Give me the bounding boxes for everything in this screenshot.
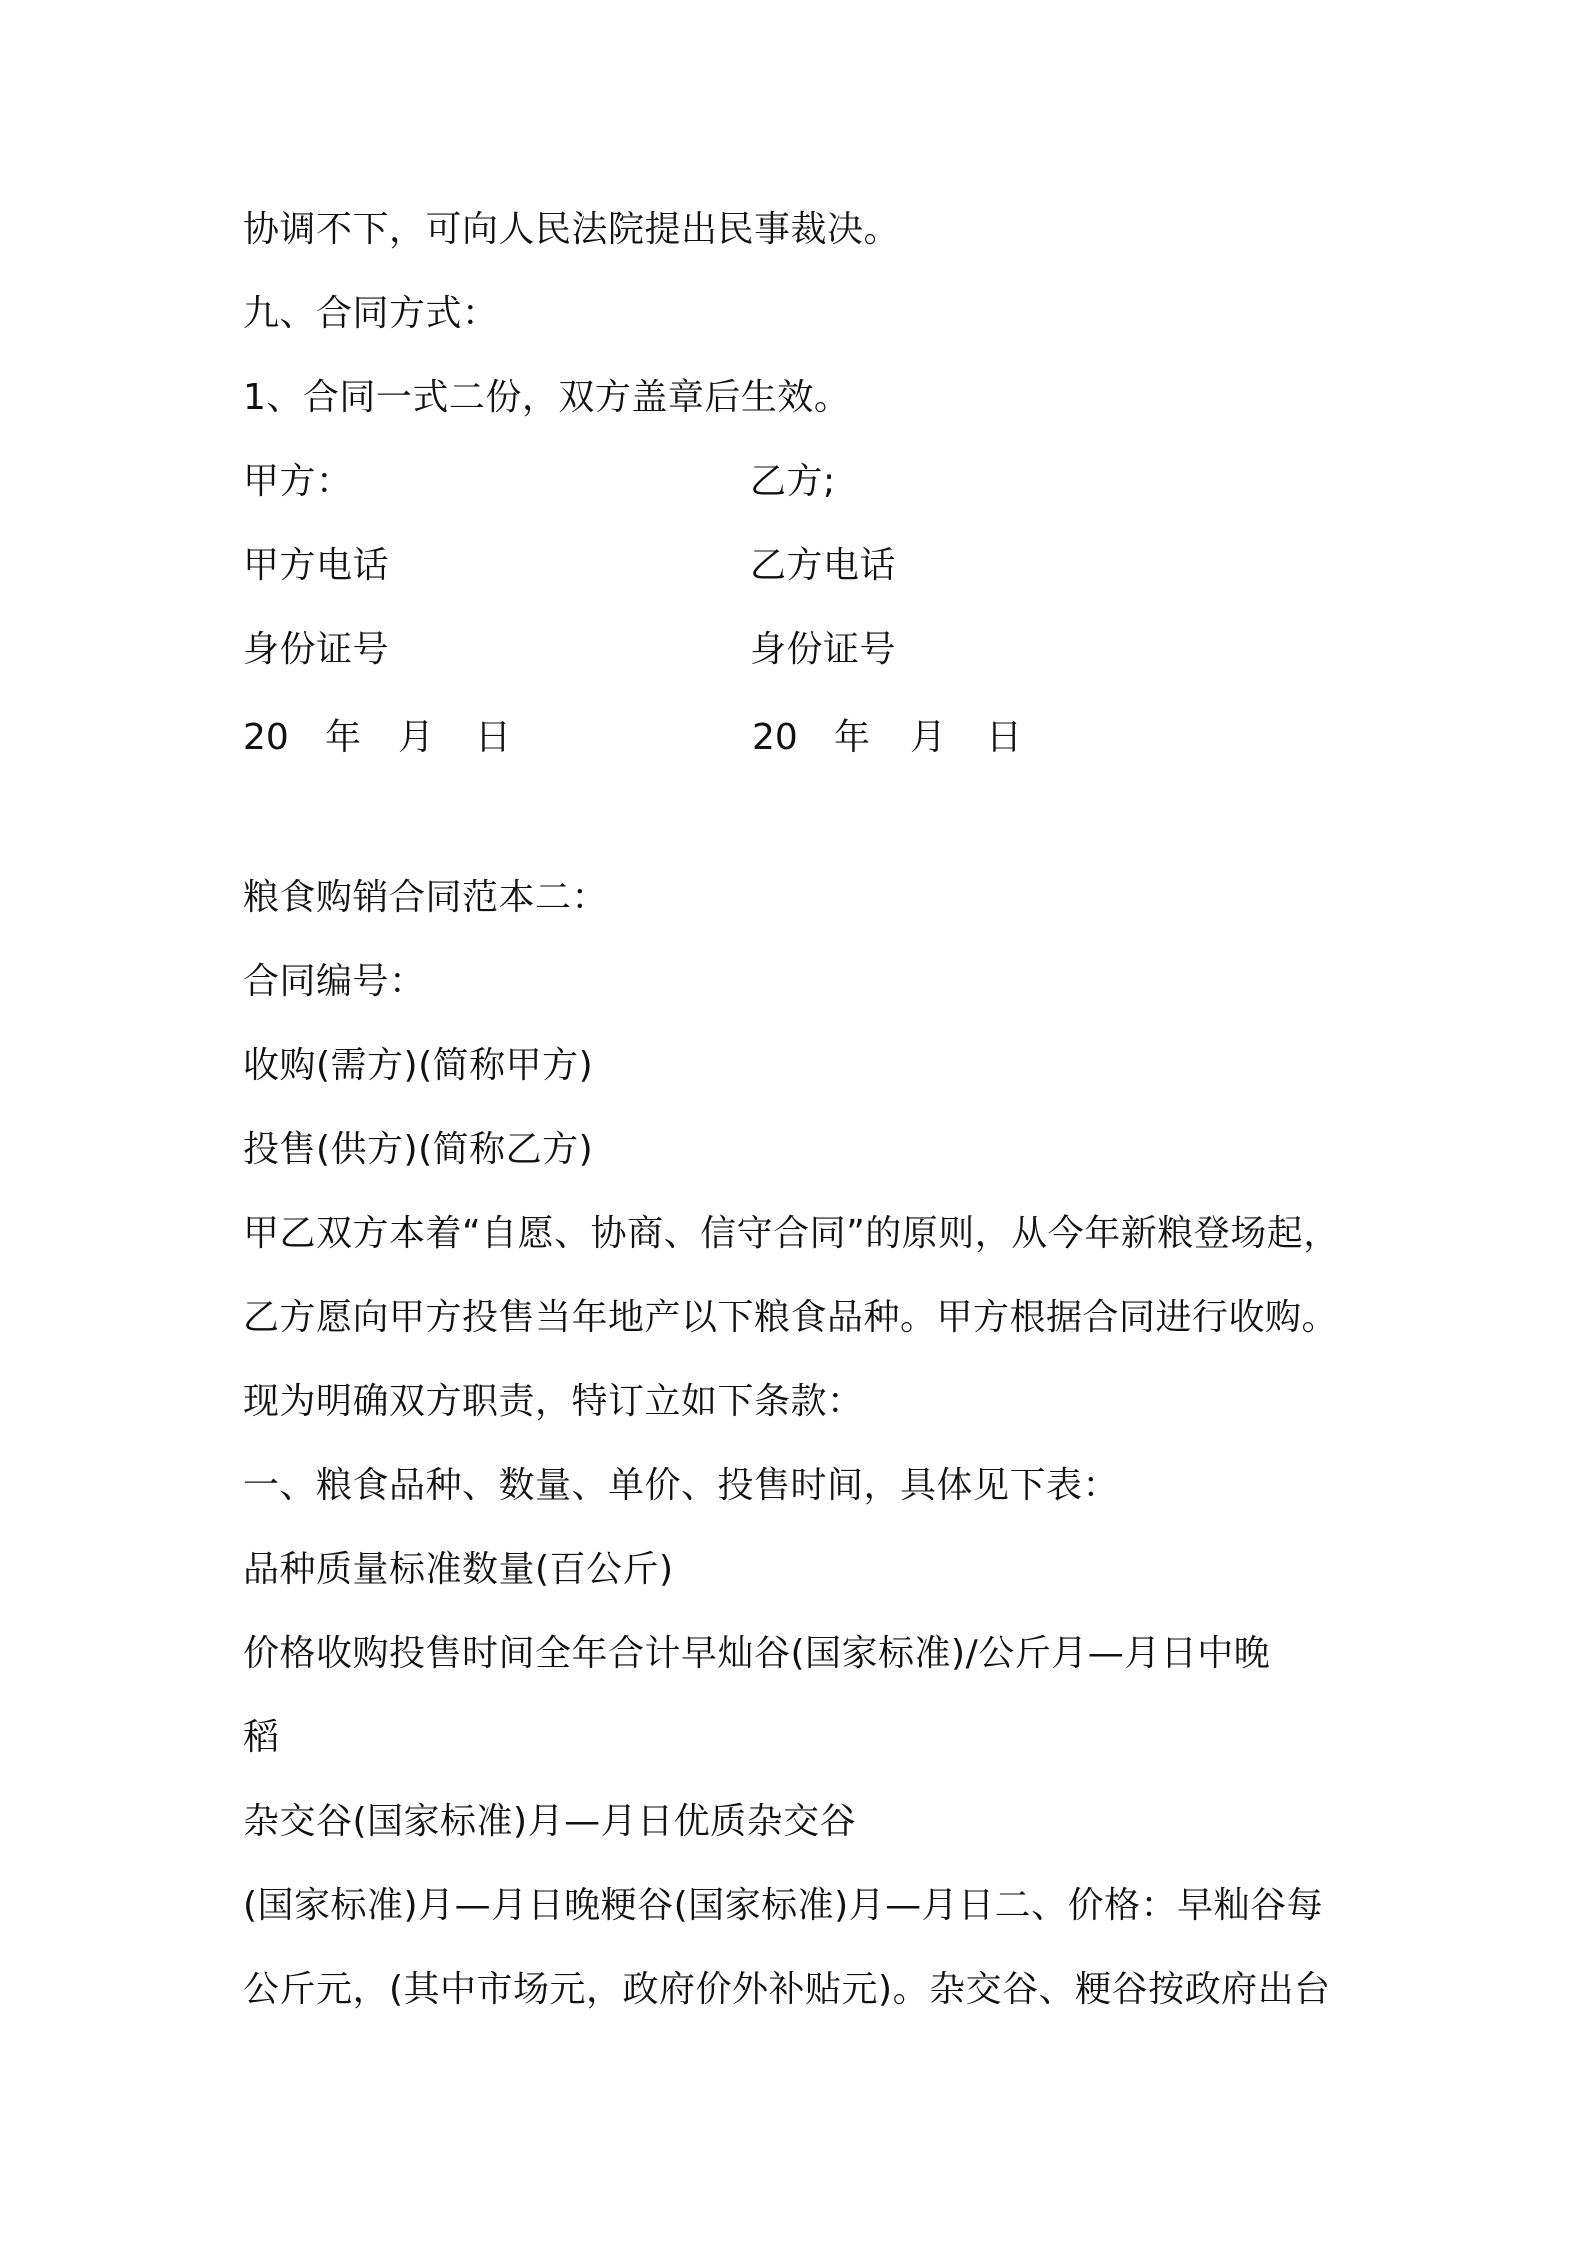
date-year-prefix: 20 xyxy=(752,717,798,758)
party-a-id-label: 身份证号 xyxy=(243,629,390,670)
paragraph-line: (国家标准)月—月日晚粳谷(国家标准)月—月日二、价格：早籼谷每 xyxy=(243,1885,1324,1926)
party-a-label: 甲方： xyxy=(243,461,353,502)
contract-number-label: 合同编号： xyxy=(243,961,426,1002)
date-year-label: 年 xyxy=(834,717,871,758)
party-b-label: 乙方; xyxy=(750,461,836,502)
date-day-label: 日 xyxy=(475,717,512,758)
paragraph-line: 现为明确双方职责，特订立如下条款： xyxy=(243,1381,864,1422)
paragraph-line: 1、合同一式二份，双方盖章后生效。 xyxy=(243,377,851,418)
clause-heading: 一、粮食品种、数量、单价、投售时间，具体见下表： xyxy=(243,1465,1120,1506)
party-b-id-label: 身份证号 xyxy=(750,629,897,670)
date-year-prefix: 20 xyxy=(243,717,289,758)
buyer-line: 收购(需方)(简称甲方) xyxy=(243,1045,594,1086)
paragraph-line: 价格收购投售时间全年合计早灿谷(国家标准)/公斤月—月日中晚 xyxy=(243,1633,1271,1674)
section-heading: 九、合同方式： xyxy=(243,293,499,334)
party-a-phone-label: 甲方电话 xyxy=(243,545,390,586)
paragraph-line: 品种质量标准数量(百公斤) xyxy=(243,1549,674,1590)
date-month-label: 月 xyxy=(910,717,947,758)
party-b-phone-label: 乙方电话 xyxy=(750,545,897,586)
paragraph-line: 稻 xyxy=(243,1717,280,1758)
paragraph-line: 甲乙双方本着“自愿、协商、信守合同”的原则，从今年新粮登场起， xyxy=(243,1213,1340,1254)
party-b-date xyxy=(752,716,1052,760)
date-day-label: 日 xyxy=(986,717,1023,758)
paragraph-line: 杂交谷(国家标准)月—月日优质杂交谷 xyxy=(243,1801,857,1842)
paragraph-line: 乙方愿向甲方投售当年地产以下粮食品种。甲方根据合同进行收购。 xyxy=(243,1297,1339,1338)
paragraph-line: 公斤元，(其中市场元，政府价外补贴元)。杂交谷、粳谷按政府出台 xyxy=(243,1969,1331,2010)
date-year-label: 年 xyxy=(325,717,362,758)
date-month-label: 月 xyxy=(398,717,435,758)
section-title: 粮食购销合同范本二： xyxy=(243,877,609,918)
seller-line: 投售(供方)(简称乙方) xyxy=(243,1129,594,1170)
paragraph-line: 协调不下，可向人民法院提出民事裁决。 xyxy=(243,209,901,250)
party-a-date xyxy=(243,716,543,760)
